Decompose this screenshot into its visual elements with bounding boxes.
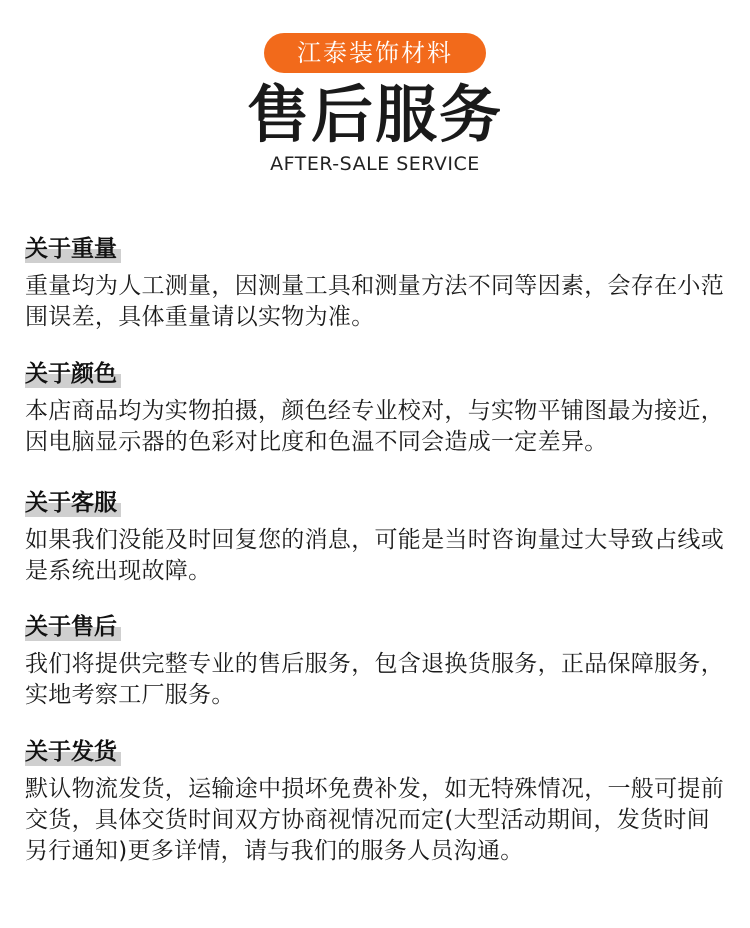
section-body: 默认物流发货，运输途中损坏免费补发，如无特殊情况，一般可提前交货，具体交货时间双方协商视情况而定(大型活动期间，发货时间另行通知)更多详情，请与我们的服务人员沟通。 bbox=[25, 776, 724, 864]
section-body: 我们将提供完整专业的售后服务，包含退换货服务，正品保障服务，实地考察工厂服务。 bbox=[25, 651, 724, 708]
section-heading-text: 关于客服 bbox=[25, 490, 117, 516]
page-title: 售后服务 bbox=[246, 78, 503, 151]
brand-badge: 江泰装饰材料 bbox=[264, 33, 486, 73]
section-heading-text: 关于发货 bbox=[25, 739, 117, 765]
section-heading bbox=[25, 359, 121, 389]
section-body: 本店商品均为实物拍摄，颜色经专业校对，与实物平铺图最为接近，因电脑显示器的色彩对比度和色温不同会造成一定差异。 bbox=[25, 398, 724, 455]
section-heading-text: 关于售后 bbox=[25, 614, 117, 640]
section-shipping bbox=[25, 737, 730, 867]
section-heading bbox=[25, 488, 121, 518]
section-weight bbox=[25, 234, 730, 333]
section-after-sale bbox=[25, 612, 730, 711]
page-subtitle: AFTER-SALE SERVICE bbox=[270, 153, 480, 175]
section-body: 如果我们没能及时回复您的消息，可能是当时咨询量过大导致占线或是系统出现故障。 bbox=[25, 527, 724, 584]
section-heading bbox=[25, 234, 121, 264]
section-heading bbox=[25, 612, 121, 642]
section-heading-text: 关于颜色 bbox=[25, 361, 117, 387]
section-color bbox=[25, 359, 730, 458]
section-heading-text: 关于重量 bbox=[25, 236, 117, 262]
section-service bbox=[25, 488, 730, 587]
section-heading bbox=[25, 737, 121, 767]
section-body: 重量均为人工测量，因测量工具和测量方法不同等因素，会存在小范围误差，具体重量请以实物为准。 bbox=[25, 273, 724, 330]
